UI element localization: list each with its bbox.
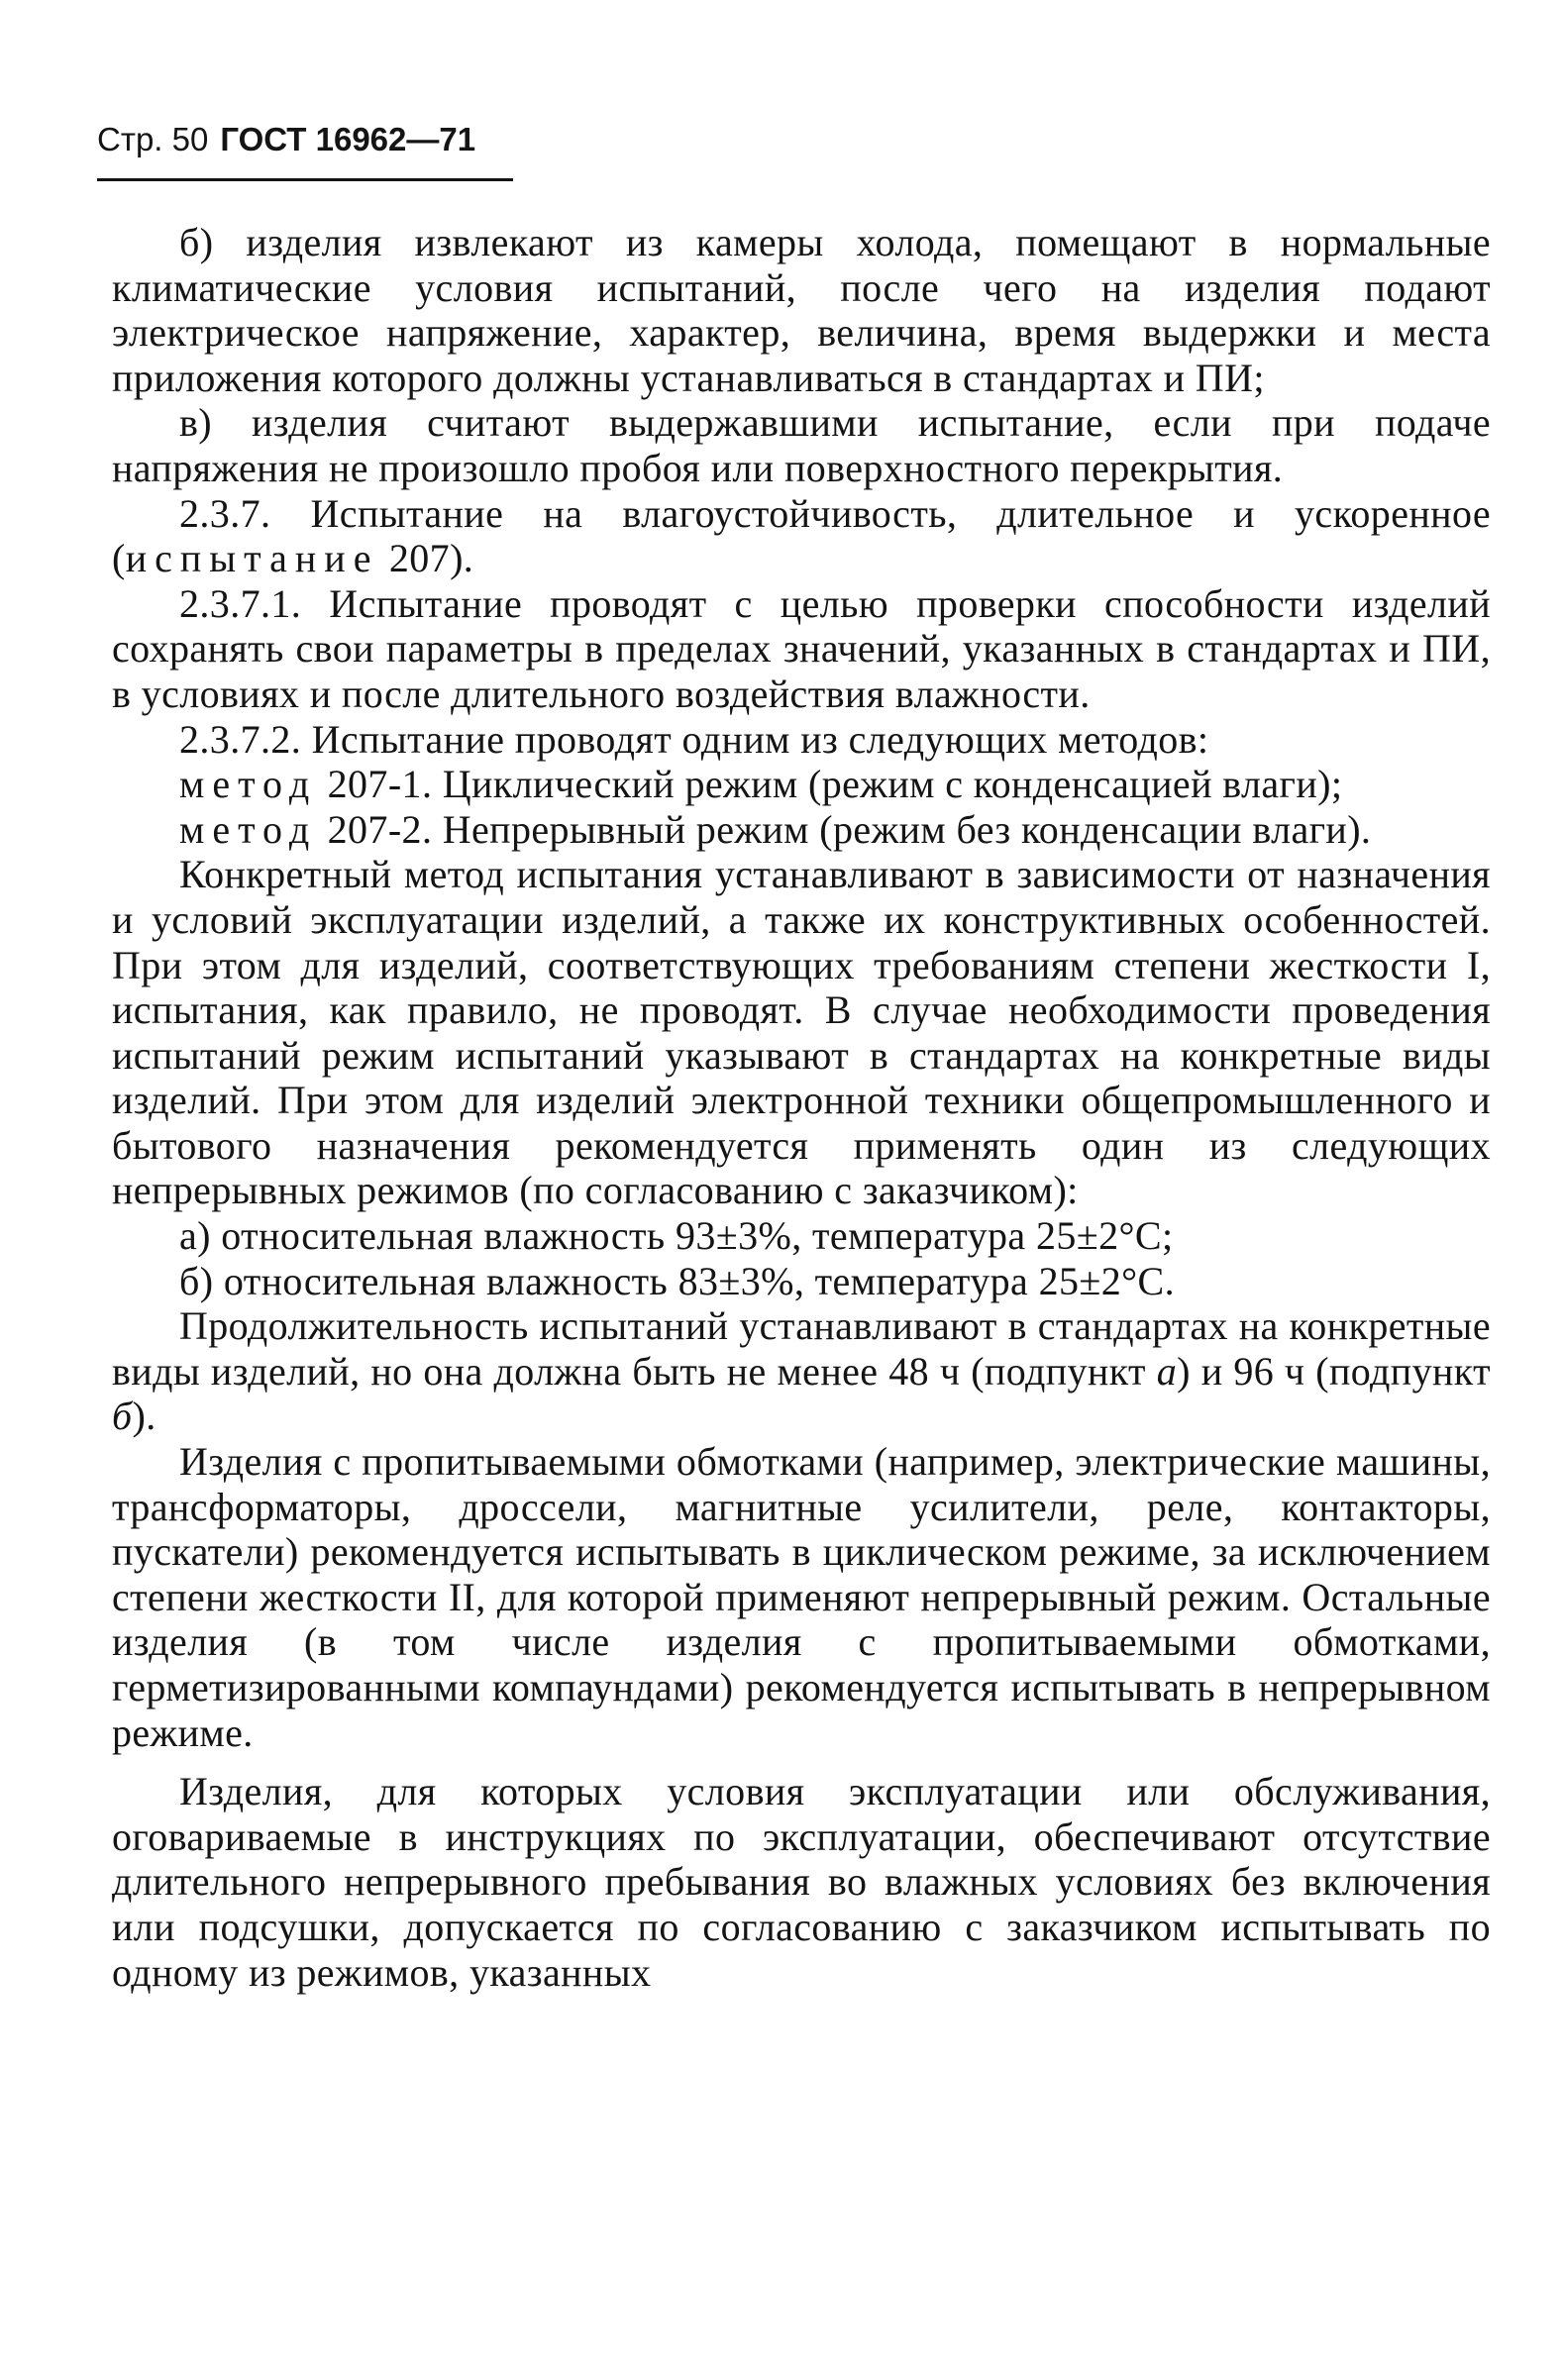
mode-a: а) относительная влажность 93±3%, температура 25±2°С;: [179, 1213, 1174, 1259]
method-207-1: [112, 762, 1491, 807]
test-number: 207).: [378, 536, 474, 581]
method-word: метод: [179, 806, 318, 852]
paragraph-windings: Изделия с пропитываемыми обмотками (например, электрические машины, трансформаторы, дроссели, магнитные усилители, реле, контакторы, пускатели) рекомендуется испытывать в циклическом режиме, за исключением степени жесткости II, для которой применяют непрерывный режим. Остальные изделия (в том числе изделия с пропитываемыми обмотками, герметизированными компаундами) рекомендуется испытывать в непрерывном режиме.: [112, 1439, 1491, 1755]
body-text: [112, 220, 1491, 1995]
clause-2-3-7-2: 2.3.7.2. Испытание проводят одним из следующих методов:: [179, 716, 1209, 762]
paragraph-v: в) изделия считают выдержавшими испытание, если при подаче напряжения не произошло пробоя или поверхностного перекрытия.: [112, 400, 1491, 490]
method-207-1-text: 207-1. Циклический режим (режим с конденсацией влаги);: [317, 762, 1343, 807]
method-207-2-text: 207-2. Непрерывный режим (режим без конденсации влаги).: [317, 806, 1372, 852]
duration-text-3: ).: [132, 1394, 156, 1439]
subitem-a: а: [1156, 1348, 1178, 1394]
mode-b: б) относительная влажность 83±3%, температура 25±2°С.: [179, 1258, 1176, 1303]
paragraph-method-choice: Конкретный метод испытания устанавливают в зависимости от назначения и условий эксплуатации изделий, а также их конструктивных особенностей. При этом для изделий, соответствующих требованиям степени жесткости I, испытания, как правило, не проводят. В случае необходимости проведения испытаний режим испытаний указывают в стандартах на конкретные виды изделий. При этом для изделий электронной техники общепромышленного и бытового назначения рекомендуется применять один из следующих непрерывных режимов (по согласованию с заказчиком):: [112, 852, 1491, 1213]
standard-code: ГОСТ 16962—71: [220, 121, 476, 157]
page-number: Стр. 50: [97, 121, 209, 157]
subitem-b: б: [112, 1394, 133, 1439]
paragraph-duration: [112, 1303, 1491, 1439]
paragraph-operation: Изделия, для которых условия эксплуатации или обслуживания, оговариваемые в инструкциях по эксплуатации, обеспечивают отсутствие длительного непрерывного пребывания во влажных условиях без включения или подсушки, допускается по согласованию с заказчиком испытывать по одному из режимов, указанных: [112, 1769, 1491, 1995]
clause-2-3-7-text: 2.3.7. Испытание на влагоустойчивость, длительное и ускоренное (: [112, 490, 1491, 581]
method-207-2: [112, 807, 1491, 853]
clause-2-3-7: [112, 491, 1491, 581]
method-word: метод: [179, 762, 318, 807]
duration-text-2: ) и 96 ч (подпункт: [1177, 1348, 1491, 1394]
duration-text-1: Продолжительность испытаний устанавливают в стандартах на конкретные виды изделий, но она должна быть не менее 48 ч (подпункт: [112, 1303, 1491, 1394]
paragraph-b: б) изделия извлекают из камеры холода, помещают в нормальные климатические условия испытаний, после чего на изделия подают электрическое напряжение, характер, величина, время выдержки и места приложения которого должны устанавливаться в стандартах и ПИ;: [112, 220, 1491, 400]
clause-2-3-7-1: 2.3.7.1. Испытание проводят с целью проверки способности изделий сохранять свои параметры в пределах значений, указанных в стандартах и ПИ, в условиях и после длительного воздействия влажности.: [112, 580, 1491, 716]
page-header: [97, 117, 513, 181]
test-word: испытание: [125, 536, 379, 581]
